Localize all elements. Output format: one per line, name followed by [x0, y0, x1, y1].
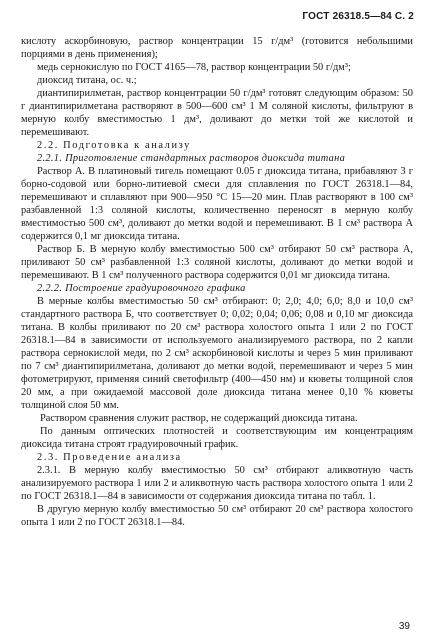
section-heading-preparation: 2.2. Подготовка к анализу: [37, 140, 191, 151]
document-body: [21, 35, 413, 529]
section-heading-analysis: 2.3. Проведение анализа: [37, 452, 182, 463]
calibration-graph-paragraph: По данным оптических плотностей и соответствующим им концентрациям диоксида титана строят градуировочный график.: [21, 426, 413, 450]
page-number: 39: [398, 621, 410, 632]
reagent-ascorbic-acid: кислоту аскорбиновую, раствор концентрации 15 г/дм³ (готовится небольшими порциями в день применения);: [21, 36, 413, 60]
reagent-copper-sulfate: медь сернокислую по ГОСТ 4165—78, раствор концентрации 50 г/дм³;: [37, 62, 351, 73]
subsection-heading-calibration: [21, 282, 413, 295]
solution-b-paragraph: Раствор Б. В мерную колбу вместимостью 500 см³ отбирают 50 см³ раствора А, приливают 50 см³ разбавленной 1:3 соляной кислоты, доливают до метки водой и перемешивают. В 1 см³ полученного раствора содержится 0,01 мг диоксида титана.: [21, 244, 413, 281]
reagent-diantipyrylmethane: диантипирилметан, раствор концентрации 50 г/дм³ готовят следующим образом: 50 г диантипирилметана растворяют в 500—600 см³ 1 М соляной кислоты, фильтруют в мерную колбу вместимостью 1 дм³, доливают до метки той же кислотой и перемешивают.: [21, 88, 413, 138]
calibration-procedure-paragraph: В мерные колбы вместимостью 50 см³ отбирают: 0; 2,0; 4,0; 6,0; 8,0 и 10,0 см³ стандартного раствора Б, что соответствует 0; 0,02; 0,04; 0,06; 0,08 и 0,10 мг диоксида титана. В колбы приливают по 20 см³ раствора холостого опыта 1 или 2 по ГОСТ 26318.1—84 в зависимости от используемого анализируемого раствора, по 2 капли раствора сернокислой меди, по 2 см³ аскорбиновой кислоты и через 5 мин приливают по 7 см³ диантипирилметана, доливают до метки водой, перемешивают и через 5 мин фотометрируют, применяя синий светофильтр (400—450 нм) и кюветы толщиной слоя 20 мм, а при ожидаемой массовой доле диоксида титана менее 0,10 % кюветы толщиной слоя 50 мм.: [21, 296, 413, 411]
solution-a-paragraph: Раствор А. В платиновый тигель помещают 0.05 г диоксида титана, прибавляют 3 г борно-содовой или борно-литиевой смеси для сплавления по ГОСТ 26318.1—84, перемешивают и сплавляют при 900—950 °С 15—20 мин. Плав растворяют в 100 см³ разбавленной 1:3 соляной кислоты, количественно переносят в мерную колбу вместимостью 500 см³, доливают до метки водой и перемешивают. В 1 см³ раствора А содержится 0,1 мг диоксида титана.: [21, 166, 413, 242]
subsection-title: 2.2.1. Приготовление стандартных растворов диоксида титана: [37, 153, 346, 164]
subsection-title: 2.2.2. Построение градуировочного графика: [37, 283, 246, 294]
subsection-heading-standard-solutions: [21, 152, 413, 165]
blank-solution-paragraph: В другую мерную колбу вместимостью 50 см³ отбирают 20 см³ раствора холостого опыта 1 или 2 по ГОСТ 26318.1—84.: [21, 504, 413, 528]
reference-solution-paragraph: Раствором сравнения служит раствор, не содержащий диоксида титана.: [40, 413, 358, 424]
reagent-titanium-dioxide: диоксид титана, ос. ч.;: [37, 75, 137, 86]
analysis-step-paragraph: 2.3.1. В мерную колбу вместимостью 50 см³ отбирают аликвотную часть анализируемого раствора 1 или 2 и аликвотную часть раствора холостого опыта 1 или 2 по ГОСТ 26318.1—84 в зависимости от содержания диоксида титана по табл. 1.: [21, 465, 413, 502]
page-header: ГОСТ 26318.5—84 С. 2: [302, 11, 414, 22]
